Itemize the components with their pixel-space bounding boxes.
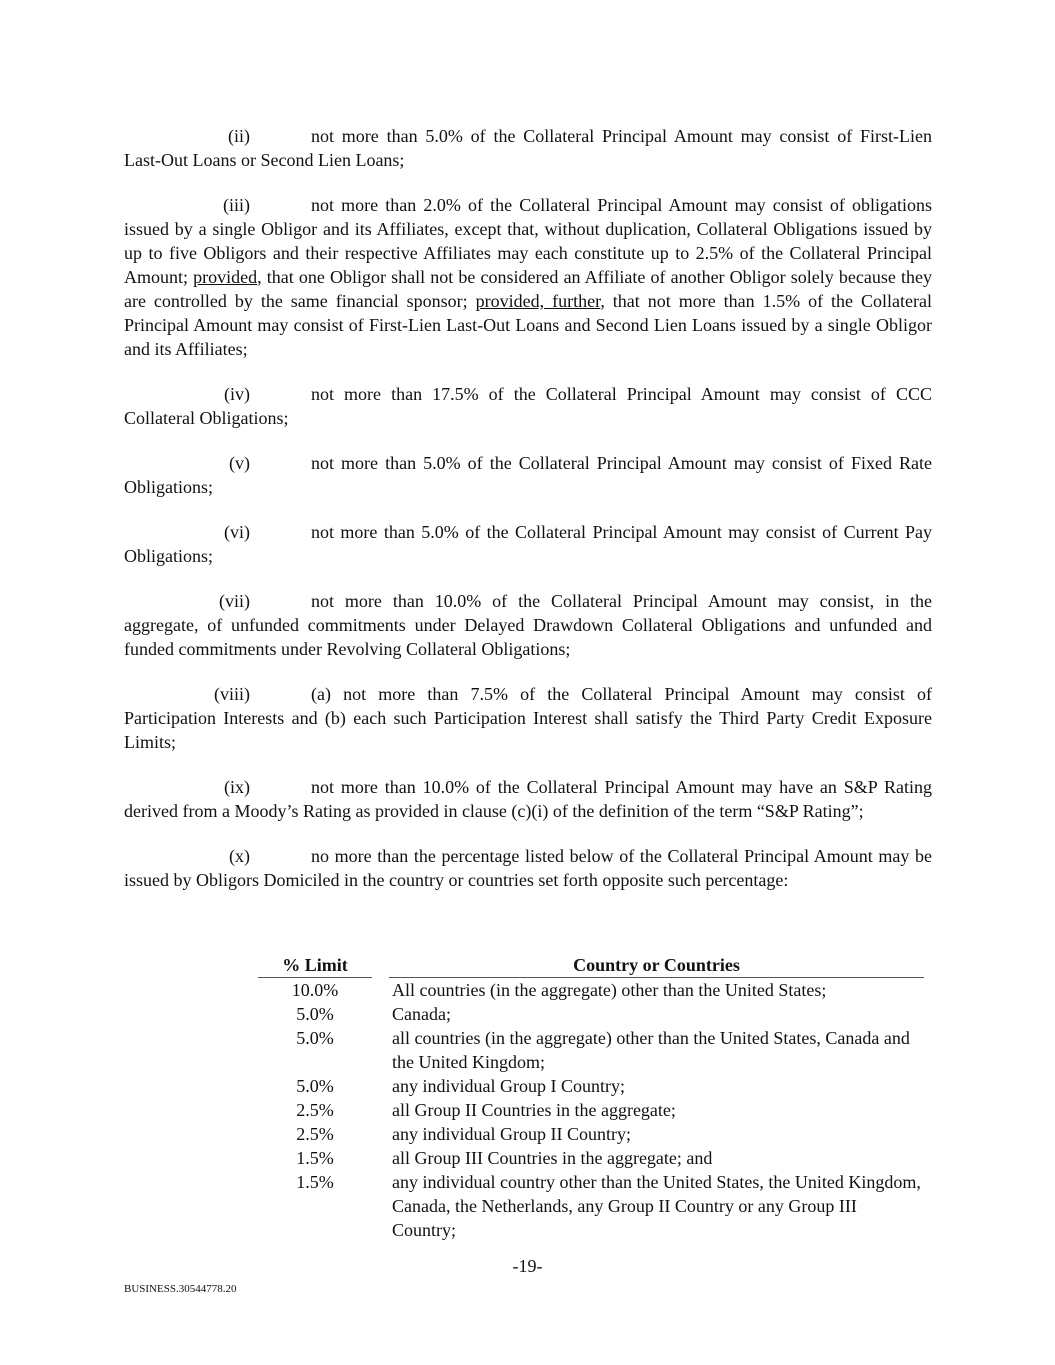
header-limit: % Limit <box>258 953 372 978</box>
clause-text: not more than 5.0% of the Collateral Principal Amount may consist of First-Lien Last-Out Loans or Second Lien Loans; <box>124 126 932 170</box>
limit-cell: 1.5% <box>296 1148 334 1168</box>
limit-cell: 2.5% <box>296 1100 334 1120</box>
clause-ii <box>124 124 932 172</box>
limit-cell: 5.0% <box>296 1004 334 1024</box>
table-row <box>258 1074 924 1098</box>
clause-number: (vii) <box>219 591 250 611</box>
table-row <box>258 1146 924 1170</box>
clause-text: , that one Obligor shall not be considered an Affiliate of another Obligor solely because they are controlled by the same financial sponsor; <box>124 267 932 311</box>
clause-number: (iii) <box>223 195 250 215</box>
clause-number: (viii) <box>214 684 250 704</box>
limit-cell: 5.0% <box>296 1076 334 1096</box>
country-limits-table <box>258 953 924 1242</box>
column-gap <box>372 1074 389 1098</box>
page-number: -19- <box>512 1256 543 1276</box>
clause-iv <box>124 382 932 430</box>
clause-number: (v) <box>229 453 250 473</box>
clause-number: (vi) <box>224 522 250 542</box>
column-gap <box>372 1122 389 1146</box>
document-id: BUSINESS.30544778.20 <box>124 1283 237 1295</box>
limit-cell: 10.0% <box>291 980 339 1000</box>
header-country: Country or Countries <box>389 953 924 978</box>
clause-viii <box>124 682 932 754</box>
column-gap <box>372 1146 389 1170</box>
country-cell: any individual Group II Country; <box>392 1124 631 1144</box>
country-cell: all Group II Countries in the aggregate; <box>392 1100 676 1120</box>
clause-text: no more than the percentage listed below of the Collateral Principal Amount may be issued by Obligors Domiciled in the country or countries set forth opposite such percentage: <box>124 846 932 890</box>
clause-vi <box>124 520 932 568</box>
country-cell: all Group III Countries in the aggregate; and <box>392 1148 713 1168</box>
clause-number: (iv) <box>224 384 250 404</box>
country-cell: Canada; <box>392 1004 451 1024</box>
limit-cell: 5.0% <box>296 1028 334 1048</box>
clause-text: not more than 10.0% of the Collateral Principal Amount may have an S&P Rating derived from a Moody’s Rating as provided in clause (c)(i) of the definition of the term “S&P Rating”; <box>124 777 932 821</box>
clause-x <box>124 844 932 892</box>
column-gap <box>372 1170 389 1242</box>
limit-cell: 2.5% <box>296 1124 334 1144</box>
column-gap <box>372 1002 389 1026</box>
provided-term: provided <box>193 267 258 287</box>
column-gap <box>372 978 389 1002</box>
clause-text: not more than 5.0% of the Collateral Principal Amount may consist of Current Pay Obligations; <box>124 522 932 566</box>
clause-text: not more than 10.0% of the Collateral Principal Amount may consist, in the aggregate, of unfunded commitments under Delayed Drawdown Collateral Obligations and unfunded and funded commitments under Revolving Collateral Obligations; <box>124 591 932 659</box>
country-cell: All countries (in the aggregate) other than the United States; <box>392 980 827 1000</box>
table-row <box>258 1098 924 1122</box>
clause-text: (a) not more than 7.5% of the Collateral Principal Amount may consist of Participation Interests and (b) each such Participation Interest shall satisfy the Third Party Credit Exposure Limits; <box>124 684 932 752</box>
table-row <box>258 1170 924 1242</box>
provided-further-term: provided, further <box>475 291 601 311</box>
clause-number: (x) <box>229 846 250 866</box>
country-cell: any individual Group I Country; <box>392 1076 625 1096</box>
column-gap <box>372 953 389 978</box>
column-gap <box>372 1026 389 1074</box>
table-row <box>258 1122 924 1146</box>
clause-text: not more than 5.0% of the Collateral Principal Amount may consist of Fixed Rate Obligations; <box>124 453 932 497</box>
clause-text: , that not more than 1.5% of the Collateral Principal Amount may consist of First-Lien Last-Out Loans and Second Lien Loans issued by a single Obligor and its Affiliates; <box>124 291 932 359</box>
table-row <box>258 978 924 1002</box>
clause-number: (ix) <box>224 777 250 797</box>
clause-ix <box>124 775 932 823</box>
country-cell: all countries (in the aggregate) other than the United States, Canada and the United Kingdom; <box>392 1028 910 1072</box>
table-row <box>258 1002 924 1026</box>
clause-text: not more than 17.5% of the Collateral Principal Amount may consist of CCC Collateral Obligations; <box>124 384 932 428</box>
table-row <box>258 1026 924 1074</box>
clause-text: not more than 2.0% of the Collateral Principal Amount may consist of obligations issued by a single Obligor and its Affiliates, except that, without duplication, Collateral Obligations issued by up to five Obligors and their respective Affiliates may each constitute up to 2.5% of the Collateral Principal Amount; <box>124 195 932 287</box>
country-cell: any individual country other than the United States, the United Kingdom, Canada, the Netherlands, any Group II Country or any Group III Country; <box>392 1172 921 1240</box>
clause-v <box>124 451 932 499</box>
clause-iii <box>124 193 932 361</box>
document-body <box>124 124 932 913</box>
limit-cell: 1.5% <box>296 1172 334 1192</box>
column-gap <box>372 1098 389 1122</box>
table-header-row <box>258 953 924 978</box>
clause-number: (ii) <box>228 126 250 146</box>
clause-vii <box>124 589 932 661</box>
